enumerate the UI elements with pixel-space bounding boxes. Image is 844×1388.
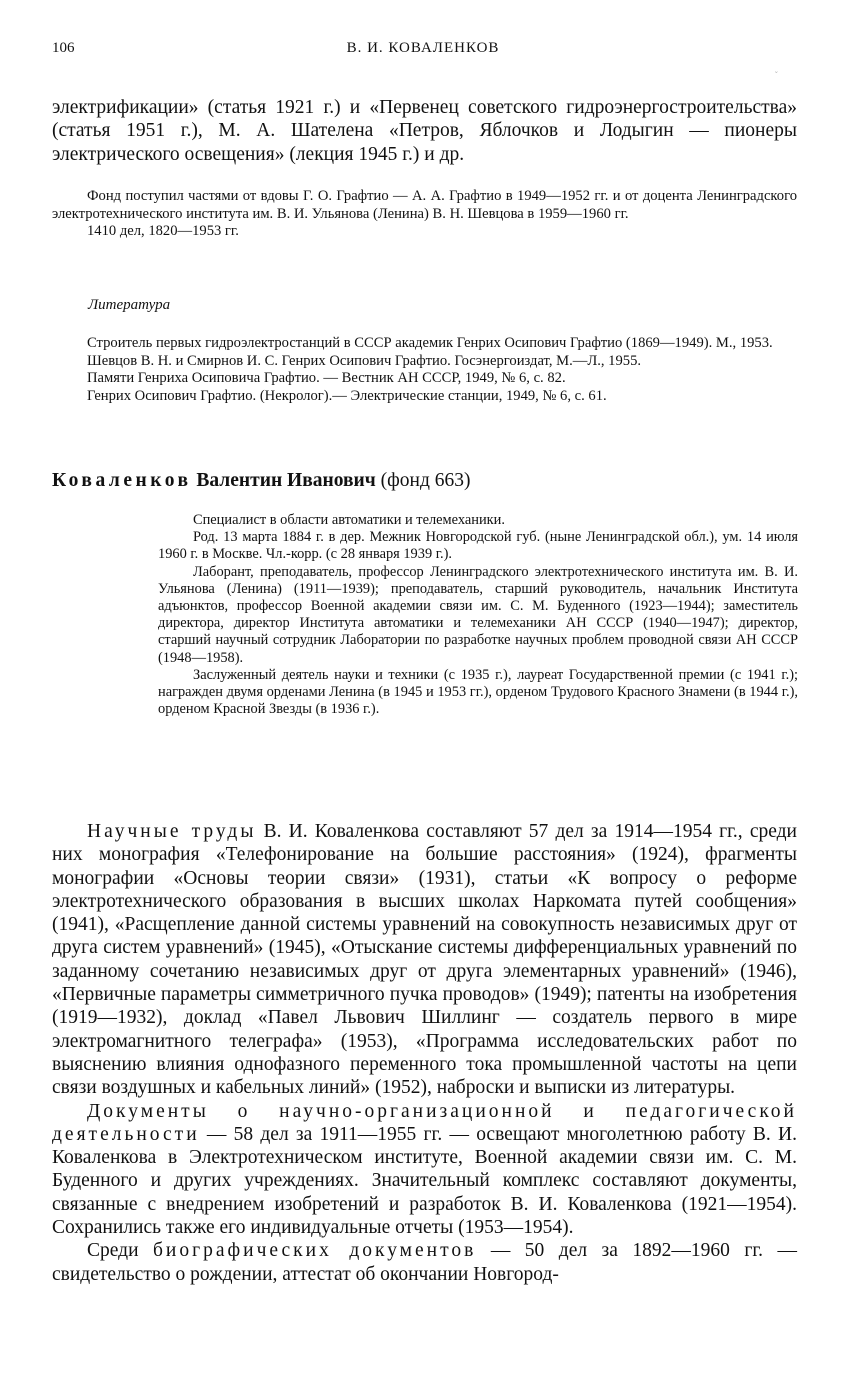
- person-surname: Коваленков: [52, 470, 192, 491]
- person-fund: (фонд 663): [380, 470, 471, 491]
- section-lead: Научные труды: [87, 821, 257, 842]
- section-biographical-docs: [52, 1239, 797, 1286]
- section-lead: Документы о научно-организационной и педагогической деятельности: [52, 1100, 797, 1145]
- page-header: [52, 40, 794, 62]
- section-lead: биографических документов: [153, 1240, 477, 1262]
- person-name: Валентин Иванович: [196, 470, 376, 491]
- bio-item: Заслуженный деятель науки и техники (с 1935 г.), лауреат Государственной премии (с 1941 г.); награжден двумя орденами Ленина (в 1945 и 1953 гг.), орденом Трудового Красного Знамени (в 1944 г.), орденом Красной Звезды (в 1936 г.).: [158, 666, 798, 718]
- section-text: — 50 дел за 1892—1960 гг. — свидетельство о рождении, аттестат об окончании Новгород-: [52, 1240, 798, 1285]
- fund-origin: Фонд поступил частями от вдовы Г. О. Графтио — А. А. Графтио в 1949—1952 гг. и от доцента Ленинградского электротехнического института им. В. И. Ульянова (Ленина) В. Н. Шевцова в 1959—1960 гг.: [52, 188, 797, 222]
- literature-heading: Литература: [88, 297, 171, 313]
- fund-extent: 1410 дел, 1820—1953 гг.: [87, 223, 239, 240]
- intro-paragraph: электрификации» (статья 1921 г.) и «Первенец советского гидроэнергостроительства» (статья 1951 г.), М. А. Шателена «Петров, Яблочков и Лодыгин — пионеры электрического освещения» (лекция 1945 г.) и др.: [52, 97, 797, 165]
- running-head: В. И. КОВАЛЕНКОВ: [346, 40, 500, 56]
- section-text: — 58 дел за 1911—1955 гг. — освещают многолетнюю работу В. И. Коваленкова в Электротехническом институте, Военной академии связи им. С. М. Буденного и других учреждениях. Значительный комплекс составляют документы, связанные с внедрением изобретений и разработок В. И. Коваленкова (1921—1954). Сохранились также его индивидуальные отчеты (1953—1954).: [52, 1123, 797, 1239]
- page-number: 106: [52, 40, 75, 56]
- fund-note: [52, 188, 797, 241]
- sections: [52, 820, 797, 1286]
- literature-item: Шевцов В. Н. и Смирнов И. С. Генрих Осипович Графтио. Госэнергоиздат, М.—Л., 1955.: [87, 352, 642, 369]
- section-prefix: Среди: [87, 1240, 153, 1262]
- bio-item: Лаборант, преподаватель, профессор Ленинградского электротехнического института им. В. И. Ульянова (Ленина) (1911—1939); преподаватель, старший руководитель, начальник Института адъюнктов, профессор Военной академии связи им. С. М. Буденного (1923—1944); заместитель директора, директор Института автоматики и телемеханики АН СССР (1940—1947); директор, старший научный сотрудник Лаборатории по разработке научных проблем проводной связи АН СССР (1948—1958).: [158, 563, 798, 666]
- print-mark: ˘: [775, 70, 778, 79]
- literature-item: Генрих Осипович Графтио. (Некролог).— Электрические станции, 1949, № 6, с. 61.: [87, 387, 607, 404]
- section-organizational-docs: [52, 1100, 797, 1240]
- person-heading: [52, 470, 471, 492]
- literature-item: Памяти Генриха Осиповича Графтио. — Вестник АН СССР, 1949, № 6, с. 82.: [87, 370, 566, 387]
- section-scientific-works: [52, 820, 797, 1100]
- literature-list: [52, 335, 797, 405]
- section-text: В. И. Коваленкова составляют 57 дел за 1914—1954 гг., среди них монография «Телефонирование на большие расстояния» (1924), фрагменты монографии «Основы теории связи» (1931), статьи «К вопросу о реформе электротехнического образования в высших школах Наркомата путей сообщения» (1941), «Расщепление данной системы уравнений на совокупность независимых друг от друга систем уравнений» (1945), «Отыскание системы дифференциальных уравнений по заданному сочетанию независимых друг от друга элементарных уравнений» (1946), «Первичные параметры симметричного пучка проводов» (1949); патенты на изобретения (1919—1932), доклад «Павел Львович Шиллинг — создатель первого в мире электромагнитного телеграфа» (1953), «Программа исследовательских работ по выяснению влияния однофазного переменного тока промышленной частоты на цепи связи воздушных и кабельных линий» (1952), наброски и выписки из литературы.: [52, 821, 797, 1099]
- literature-item: Строитель первых гидроэлектростанций в СССР академик Генрих Осипович Графтио (1869—1949). М., 1953.: [87, 335, 773, 351]
- bio-item: Род. 13 марта 1884 г. в дер. Межник Новгородской губ. (ныне Ленинградской обл.), ум. 14 июля 1960 г. в Москве. Чл.-корр. (с 28 января 1939 г.).: [158, 529, 798, 563]
- biography-block: [158, 512, 798, 718]
- bio-item: Специалист в области автоматики и телемеханики.: [193, 512, 505, 528]
